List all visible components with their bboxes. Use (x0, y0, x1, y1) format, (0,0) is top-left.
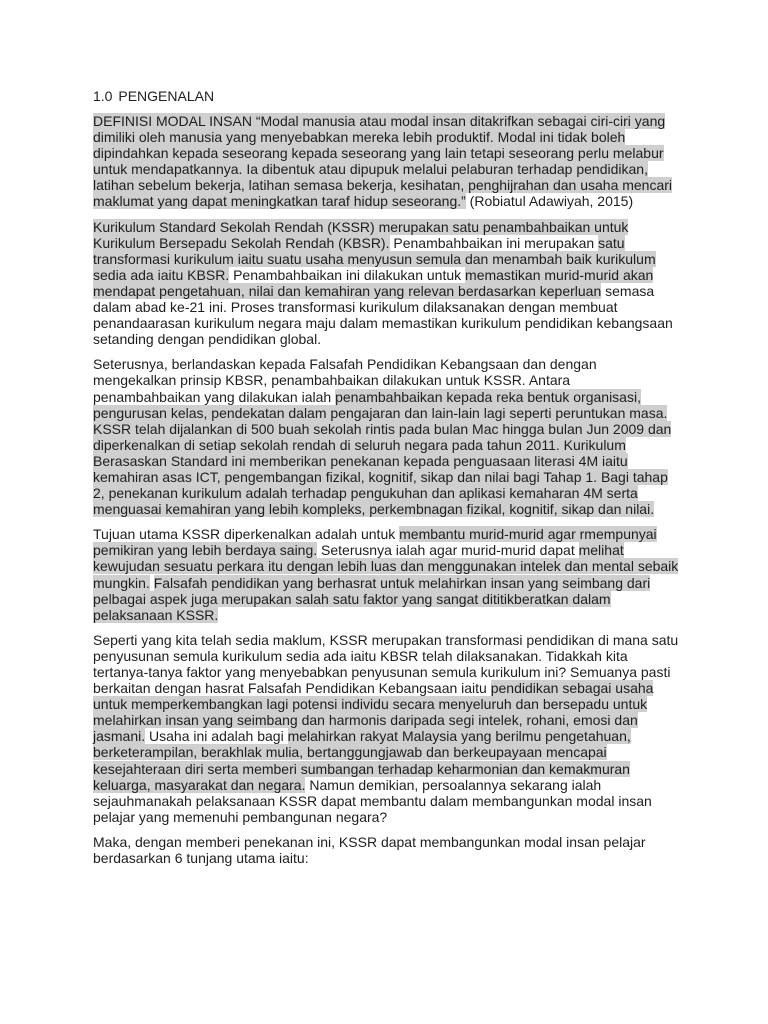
highlighted-text: membantu murid-murid agar rmempunyai pemikiran yang lebih berdaya saing. (93, 526, 657, 559)
body-text: Penambahbaikan ini dilakukan untuk (229, 266, 466, 283)
body-text: Seterusnya ialah agar murid-murid dapat (317, 542, 579, 559)
document-page (93, 88, 679, 875)
paragraph-3 (93, 356, 679, 517)
highlighted-text: pendidikan sebagai usaha untuk memperkembangkan lagi potensi individu secara menyeluruh dan bersepadu untuk melahirkan insan yang seimbang dan harmonis daripada segi intelek, rohani, emosi dan jasmani. (93, 680, 654, 745)
highlighted-text: memastikan murid-murid akan mendapat pengetahuan, nilai dan kemahiran yang relevan berdasarkan keperluan (93, 266, 654, 299)
highlighted-text: Falsafah pendidikan yang berhasrat untuk melahirkan insan yang seimbang dari pelbagai aspek juga merupakan salah satu faktor yang sangat dititikberatkan dalam pelaksanaan KSSR. (93, 574, 651, 623)
paragraph-1 (93, 113, 679, 210)
section-heading: 1.0 PENGENALAN (93, 88, 215, 104)
body-text: Namun demikian, persoalannya sekarang ialah sejauhmanakah pelaksanaan KSSR dapat membantu dalam membangunkan modal insan pelajar yang memenuhi pembangunan negara? (93, 776, 652, 825)
body-text: (Robiatul Adawiyah, 2015) (465, 193, 634, 210)
paragraph-2 (93, 219, 679, 348)
body-text: Usaha ini adalah bagi (145, 728, 288, 745)
body-text: Maka, dengan memberi penekanan ini, KSSR dapat membangunkan modal insan pelajar berdasarkan 6 tunjang utama iaitu: (93, 833, 646, 867)
highlighted-text: DEFINISI MODAL INSAN “Modal manusia atau modal insan ditakrifkan sebagai ciri-ciri yang dimiliki oleh manusia yang menyebabkan mereka lebih produktif. Modal ini tidak boleh dipindahkan kepada seseorang kepada seseorang yang lain tetapi seseorang perlu melabur untuk mendapatkannya. Ia dibentuk atau dipupuk melalui pelaburan terhadap pendidikan, latihan sebelum bekerja, latihan semasa bekerja, kesihatan, penghijrahan dan usaha mencari maklumat yang dapat meningkatkan taraf hidup seseorang.” (93, 113, 673, 210)
highlighted-text: melahirkan rakyat Malaysia yang berilmu pengetahuan, berketerampilan, berakhlak mulia, bertanggungjawab dan berkeupayaan mencapai kesejahteraan diri serta memberi sumbangan terhadap keharmonian dan kemakmuran keluarga, masyarakat dan negara. (93, 728, 631, 793)
body-text: Penambahbaikan ini merupakan (389, 234, 599, 251)
body-text: Tujuan utama KSSR diperkenalkan adalah untuk (93, 526, 400, 543)
paragraph-5 (93, 632, 679, 825)
body-text: Seterusnya, berlandaskan kepada Falsafah Pendidikan Kebangsaan dan dengan mengekalkan prinsip KBSR, penambahbaikan dilakukan untuk KSSR. Antara penambahbaikan yang dilakukan ialah (93, 356, 597, 405)
highlighted-text: penambahbaikan kepada reka bentuk organisasi, pengurusan kelas, pendekatan dalam pengajaran dan lain-lain lagi seperti peruntukan masa. KSSR telah dijalankan di 500 buah sekolah rintis pada bulan Mac hingga bulan Jun 2009 dan diperkenalkan di setiap sekolah rendah di seluruh negara pada tahun 2011. Kurikulum Berasaskan Standard ini memberikan penekanan kepada penguasaan literasi 4M iaitu kemahiran asas ICT, pengembangan fizikal, kognitif, sikap dan nilai bagi Tahap 1. Bagi tahap 2, penekanan kurikulum adalah terhadap pengukuhan dan aplikasi kemaharan 4M serta menguasai kemahiran yang lebih kompleks, perkembnagan fizikal, kognitif, sikap dan nilai. (93, 388, 672, 518)
highlighted-text: satu transformasi kurikulum iaitu suatu usaha menyusun semula dan menambah baik kurikulum sedia ada iaitu KBSR. (93, 234, 656, 283)
paragraph-6 (93, 834, 679, 866)
body-text: Seperti yang kita telah sedia maklum, KSSR merupakan transformasi pendidikan di mana satu penyusunan semula kurikulum sedia ada iaitu KBSR telah dilaksanakan. Tidakkah kita tertanya-tanya faktor yang menyebabkan penyusunan semula kurikulum ini? Semuanya pasti berkaitan dengan hasrat Falsafah Pendidikan Kebangsaan iaitu (93, 631, 679, 697)
paragraph-4 (93, 526, 679, 623)
highlighted-text: melihat kewujudan sesuatu perkara itu dengan lebih luas dan menggunakan intelek dan mental sebaik mungkin. (93, 542, 679, 591)
document-body (93, 113, 679, 866)
highlighted-text: Kurikulum Standard Sekolah Rendah (KSSR) merupakan satu penambahbaikan untuk Kurikulum Bersepadu Sekolah Rendah (KBSR). (93, 218, 629, 251)
body-text: semasa dalam abad ke-21 ini. Proses transformasi kurikulum dilaksanakan dengan membuat penandaarasan kurikulum negara maju dalam memastikan kurikulum pendidikan kebangsaan setanding dengan pendidikan global. (93, 282, 673, 348)
